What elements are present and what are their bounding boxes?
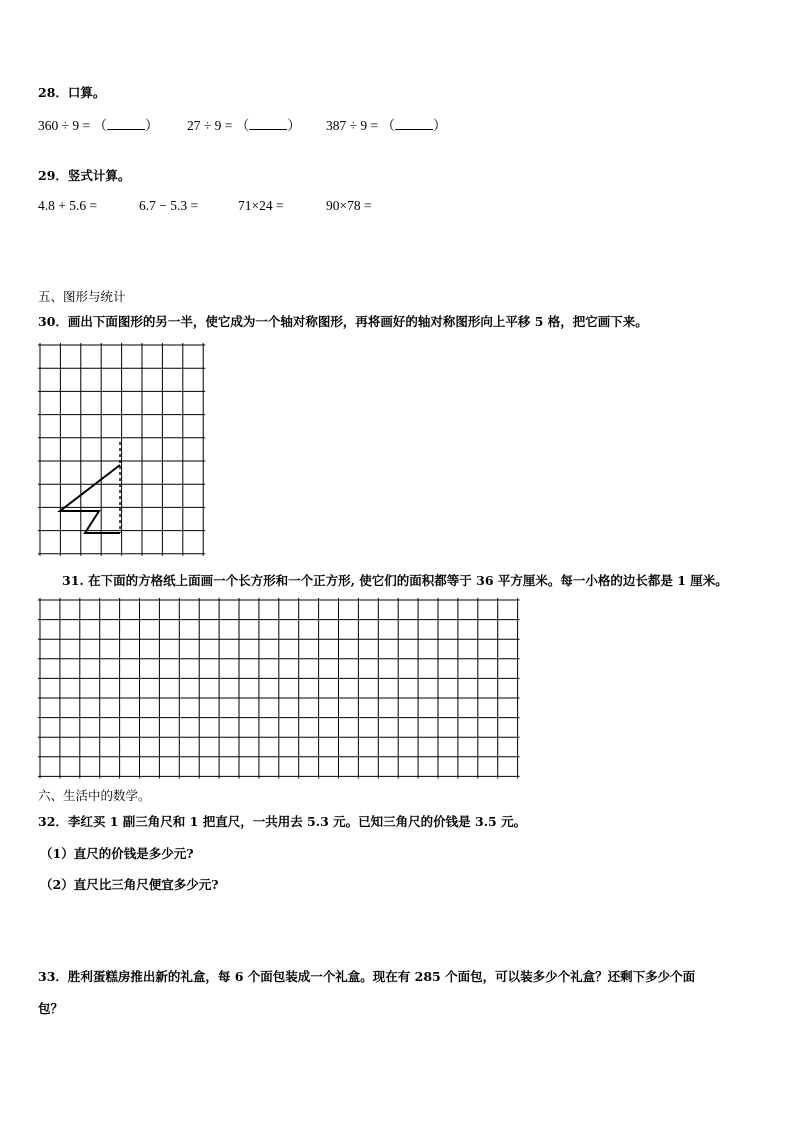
q32-sub1: （1）直尺的价钱是多少元? — [40, 846, 194, 861]
q28-item-1-expr: 360 ÷ 9 = — [38, 118, 91, 133]
section5-title: 五、图形与统计 — [38, 289, 126, 304]
q29-item-4: 90×78 = — [326, 198, 372, 213]
q28-item-2-expr: 27 ÷ 9 = — [187, 118, 233, 133]
q32-sub2: （2）直尺比三角尺便宜多少元? — [40, 877, 219, 892]
q28-answer-blank-1[interactable] — [107, 117, 145, 130]
q29-item-3: 71×24 = — [238, 198, 284, 213]
q29-item-2: 6.7 − 5.3 = — [139, 198, 199, 213]
q28-title: 28．口算。 — [38, 85, 106, 100]
q33-line2: 包？ — [38, 1001, 64, 1016]
q30-grid-lines — [38, 343, 205, 556]
q28-item-3: 387 ÷ 9 = （ ） — [326, 118, 447, 133]
q32-text: 32．李红买 1 副三角尺和 1 把直尺，一共用去 5.3 元。已知三角尺的价钱是 3.5 元。 — [38, 814, 527, 829]
q33-line1: 33．胜利蛋糕房推出新的礼盒，每 6 个面包装成一个礼盒。现在有 285 个面包，可以装多少个礼盒？还剩下多少个面 — [38, 969, 696, 984]
q28-answer-blank-2[interactable] — [249, 117, 287, 130]
q28-answer-blank-3[interactable] — [395, 117, 433, 130]
q28-item-1: 360 ÷ 9 = （ ） — [38, 118, 159, 133]
q28-item-3-expr: 387 ÷ 9 = — [326, 118, 379, 133]
q31-grid[interactable] — [38, 598, 520, 779]
q30-grid[interactable] — [38, 343, 206, 557]
section6-title: 六、生活中的数学。 — [38, 788, 151, 803]
q31-text: 31. 在下面的方格纸上面画一个长方形和一个正方形, 使它们的面积都等于 36 平方厘米。每一小格的边长都是 1 厘米。 — [62, 573, 728, 588]
half-shape — [60, 465, 120, 533]
q31-grid-lines — [38, 598, 520, 778]
q30-text: 30．画出下面图形的另一半，使它成为一个轴对称图形，再将画好的轴对称图形向上平移 5 格，把它画下来。 — [38, 314, 648, 329]
q28-item-2: 27 ÷ 9 = （ ） — [187, 118, 301, 133]
q29-item-1: 4.8 + 5.6 = — [38, 198, 98, 213]
q29-title: 29．竖式计算。 — [38, 168, 131, 183]
